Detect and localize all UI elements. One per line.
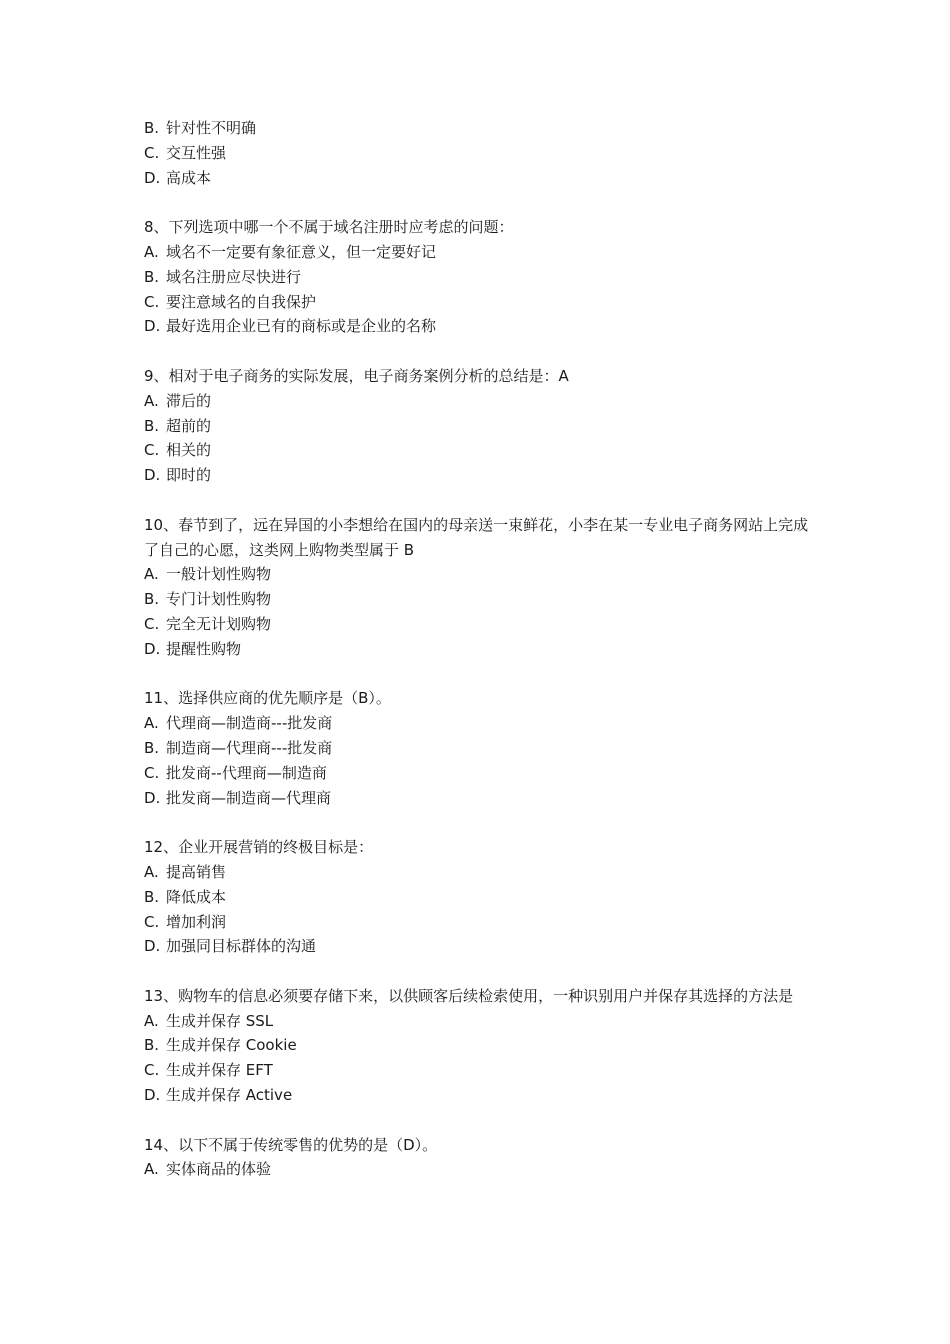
answer-option (144, 141, 814, 166)
option-text: 专门计划性购物 (166, 590, 272, 609)
option-letter: B. (144, 738, 160, 757)
answer-option (144, 786, 814, 811)
option-text: 最好选用企业已有的商标或是企业的名称 (166, 317, 437, 336)
option-letter: A. (144, 714, 159, 733)
answer-option (144, 265, 814, 290)
option-letter: C. (144, 441, 160, 460)
option-text: 代理商—制造商---批发商 (166, 714, 333, 733)
question-text: 10、春节到了，远在异国的小李想给在国内的母亲送一束鲜花，小李在某一专业电子商务网站上完成了自己的心愿，这类网上购物类型属于 B (144, 515, 809, 559)
option-letter: C. (144, 292, 160, 311)
answer-option (144, 761, 814, 786)
question-text: 13、购物车的信息必须要存储下来，以供顾客后续检索使用，一种识别用户并保存其选择的方法是 (144, 986, 794, 1005)
option-text: 生成并保存 Cookie (166, 1036, 297, 1055)
question-block (144, 835, 814, 959)
answer-option (144, 1157, 814, 1182)
answer-option (144, 612, 814, 637)
option-letter: C. (144, 614, 160, 633)
question-block (144, 1133, 814, 1183)
option-letter: D. (144, 466, 161, 485)
answer-option (144, 885, 814, 910)
option-letter: A. (144, 391, 159, 410)
option-letter: B. (144, 1036, 160, 1055)
answer-option (144, 860, 814, 885)
option-text: 生成并保存 Active (166, 1086, 293, 1105)
answer-option (144, 1033, 814, 1058)
question-block (144, 215, 814, 339)
option-text: 实体商品的体验 (166, 1160, 272, 1179)
answer-option (144, 240, 814, 265)
option-letter: C. (144, 912, 160, 931)
option-text: 一般计划性购物 (166, 565, 272, 584)
option-letter: D. (144, 317, 161, 336)
option-letter: D. (144, 1086, 161, 1105)
answer-option (144, 1058, 814, 1083)
answer-option (144, 910, 814, 935)
question-text: 12、企业开展营销的终极目标是： (144, 838, 374, 857)
answer-option (144, 934, 814, 959)
answer-option (144, 637, 814, 662)
option-text: 提高销售 (166, 862, 227, 881)
option-text: 提醒性购物 (166, 639, 242, 658)
answer-option (144, 1083, 814, 1108)
answer-option (144, 1009, 814, 1034)
question-block (144, 686, 814, 810)
answer-option (144, 438, 814, 463)
option-letter: A. (144, 565, 159, 584)
answer-option (144, 414, 814, 439)
option-letter: A. (144, 242, 159, 261)
answer-option (144, 562, 814, 587)
option-text: 完全无计划购物 (166, 614, 272, 633)
option-letter: B. (144, 267, 160, 286)
question-text: 14、以下不属于传统零售的优势的是（D）。 (144, 1135, 438, 1154)
option-letter: B. (144, 416, 160, 435)
question-block (144, 116, 814, 190)
option-text: 降低成本 (166, 887, 227, 906)
answer-option (144, 314, 814, 339)
option-letter: D. (144, 168, 161, 187)
answer-option (144, 587, 814, 612)
option-letter: D. (144, 937, 161, 956)
answer-option (144, 290, 814, 315)
question-block (144, 984, 814, 1108)
option-text: 批发商--代理商—制造商 (166, 763, 327, 782)
option-text: 生成并保存 SSL (166, 1011, 274, 1030)
option-text: 域名不一定要有象征意义，但一定要好记 (166, 242, 437, 261)
option-letter: A. (144, 862, 159, 881)
question-text: 8、下列选项中哪一个不属于域名注册时应考虑的问题： (144, 218, 514, 237)
option-letter: D. (144, 788, 161, 807)
option-text: 加强同目标群体的沟通 (166, 937, 317, 956)
question-block (144, 513, 814, 662)
option-text: 制造商—代理商---批发商 (166, 738, 333, 757)
question-block (144, 364, 814, 488)
answer-option (144, 711, 814, 736)
question-list (144, 116, 814, 1207)
option-text: 增加利润 (166, 912, 227, 931)
option-text: 域名注册应尽快进行 (166, 267, 302, 286)
answer-option (144, 736, 814, 761)
option-text: 相关的 (166, 441, 212, 460)
option-letter: A. (144, 1160, 159, 1179)
option-letter: D. (144, 639, 161, 658)
answer-option (144, 116, 814, 141)
question-text: 9、相对于电子商务的实际发展，电子商务案例分析的总结是：A (144, 366, 569, 385)
option-text: 针对性不明确 (166, 119, 257, 137)
option-text: 批发商—制造商—代理商 (166, 788, 332, 807)
option-text: 滞后的 (166, 391, 212, 410)
option-text: 交互性强 (166, 143, 227, 162)
question-text: 11、选择供应商的优先顺序是（B）。 (144, 689, 391, 708)
option-letter: C. (144, 1061, 160, 1080)
option-letter: A. (144, 1011, 159, 1030)
option-letter: B. (144, 119, 160, 137)
option-text: 要注意域名的自我保护 (166, 292, 317, 311)
option-text: 即时的 (166, 466, 212, 485)
option-text: 高成本 (166, 168, 212, 187)
option-text: 生成并保存 EFT (166, 1061, 273, 1080)
option-text: 超前的 (166, 416, 212, 435)
option-letter: B. (144, 590, 160, 609)
option-letter: C. (144, 143, 160, 162)
answer-option (144, 389, 814, 414)
option-letter: B. (144, 887, 160, 906)
answer-option (144, 166, 814, 191)
option-letter: C. (144, 763, 160, 782)
answer-option (144, 463, 814, 488)
